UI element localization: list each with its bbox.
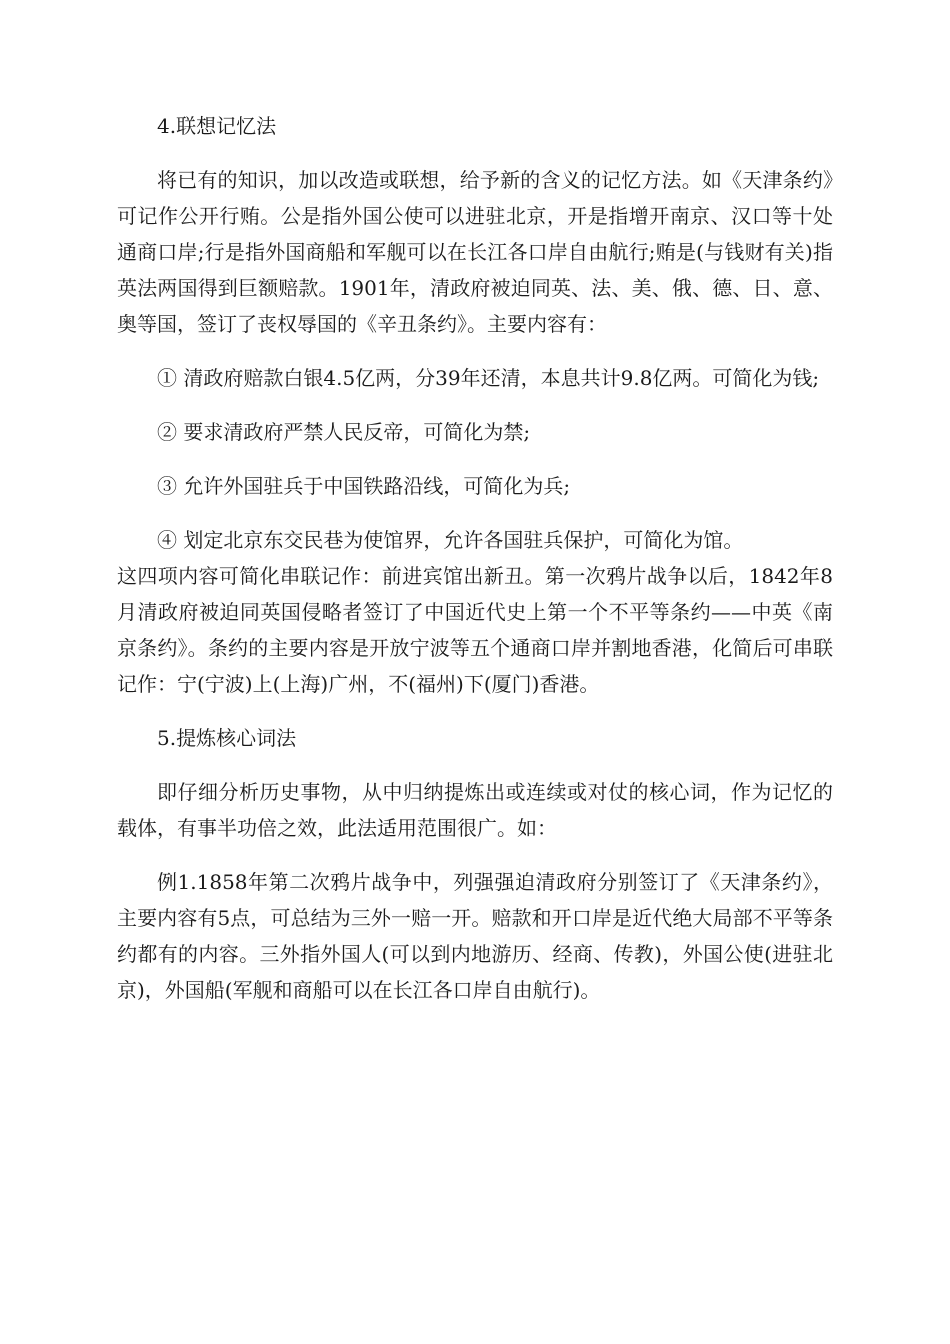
paragraph-association-intro: 将已有的知识，加以改造或联想，给予新的含义的记忆方法。如《天津条约》可记作公开行贿。公是指外国公使可以进驻北京，开是指增开南京、汉口等十处通商口岸;行是指外国商船和军舰可以在长江各口岸自由航行;贿是(与钱财有关)指英法两国得到巨额赔款。1901年，清政府被迫同英、法、美、俄、德、日、意、奥等国，签订了丧权辱国的《辛丑条约》。主要内容有： bbox=[117, 168, 833, 336]
list-item-ban: ② 要求清政府严禁人民反帝，可简化为禁; bbox=[157, 420, 531, 444]
paragraph-nanjing-treaty: 这四项内容可简化串联记作：前进宾馆出新丑。第一次鸦片战争以后，1842年8月清政府被迫同英国侵略者签订了中国近代史上第一个不平等条约——中英《南京条约》。条约的主要内容是开放宁波等五个通商口岸并割地香港，化简后可串联记作：宁(宁波)上(上海)广州，不(福州)下(厦门)香港。 bbox=[117, 564, 833, 696]
list-item-indemnity: ① 清政府赔款白银4.5亿两，分39年还清，本息共计9.8亿两。可简化为钱; bbox=[157, 366, 820, 390]
list-item-troops: ③ 允许外国驻兵于中国铁路沿线，可简化为兵; bbox=[157, 474, 571, 498]
paragraph-core-words-intro: 即仔细分析历史事物，从中归纳提炼出或连续或对仗的核心词，作为记忆的载体，有事半功倍之效，此法适用范围很广。如： bbox=[117, 780, 833, 840]
list-item-legation: ④ 划定北京东交民巷为使馆界，允许各国驻兵保护，可简化为馆。 bbox=[157, 528, 744, 552]
paragraph-example-1: 例1.1858年第二次鸦片战争中，列强强迫清政府分别签订了《天津条约》，主要内容有5点，可总结为三外一赔一开。赔款和开口岸是近代绝大局部不平等条约都有的内容。三外指外国人(可以到内地游历、经商、传教)，外国公使(进驻北京)，外国船(军舰和商船可以在长江各口岸自由航行)。 bbox=[117, 870, 833, 1002]
document-page bbox=[117, 108, 833, 1026]
section-heading-association: 4.联想记忆法 bbox=[157, 114, 277, 138]
section-heading-core-words: 5.提炼核心词法 bbox=[157, 726, 297, 750]
